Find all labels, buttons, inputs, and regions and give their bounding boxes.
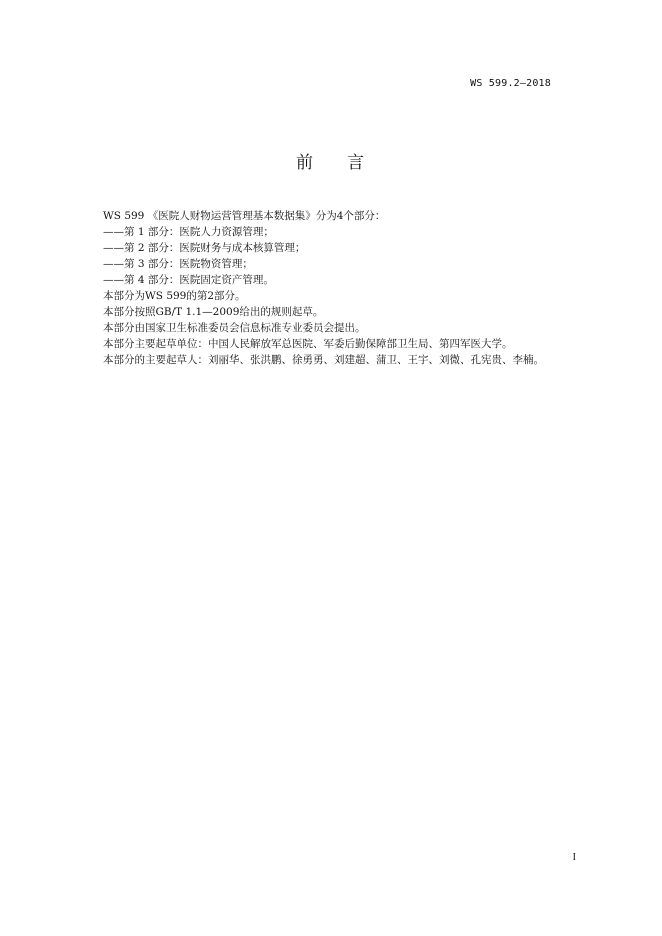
part-statement: 本部分为WS 599的第2部分。 bbox=[103, 290, 246, 302]
list-item-part-2: ——第 2 部分：医院财务与成本核算管理； bbox=[103, 242, 306, 254]
drafting-units-statement: 本部分主要起草单位：中国人民解放军总医院、军委后勤保障部卫生局、第四军医大学。 bbox=[103, 338, 513, 350]
list-item-part-3: ——第 3 部分：医院物资管理； bbox=[103, 258, 253, 270]
foreword-body bbox=[103, 208, 563, 368]
title-part-2: 言 bbox=[347, 153, 366, 173]
page-number: I bbox=[572, 852, 576, 863]
document-number: WS 599.2—2018 bbox=[470, 78, 551, 89]
page-title bbox=[0, 148, 662, 173]
drafters-statement: 本部分的主要起草人：刘丽华、张洪鹏、徐勇勇、刘建超、蒲卫、王宇、刘微、孔宪贵、李楠。 bbox=[103, 354, 544, 366]
drafting-rules-statement: 本部分按照GB/T 1.1—2009给出的规则起草。 bbox=[103, 306, 324, 318]
title-part-1: 前 bbox=[296, 153, 315, 173]
intro-paragraph: WS 599 《医院人财物运营管理基本数据集》分为4个部分： bbox=[103, 210, 386, 222]
proposer-statement: 本部分由国家卫生标准委员会信息标准专业委员会提出。 bbox=[103, 322, 366, 334]
list-item-part-1: ——第 1 部分：医院人力资源管理； bbox=[103, 226, 274, 238]
list-item-part-4: ——第 4 部分：医院固定资产管理。 bbox=[103, 274, 274, 286]
